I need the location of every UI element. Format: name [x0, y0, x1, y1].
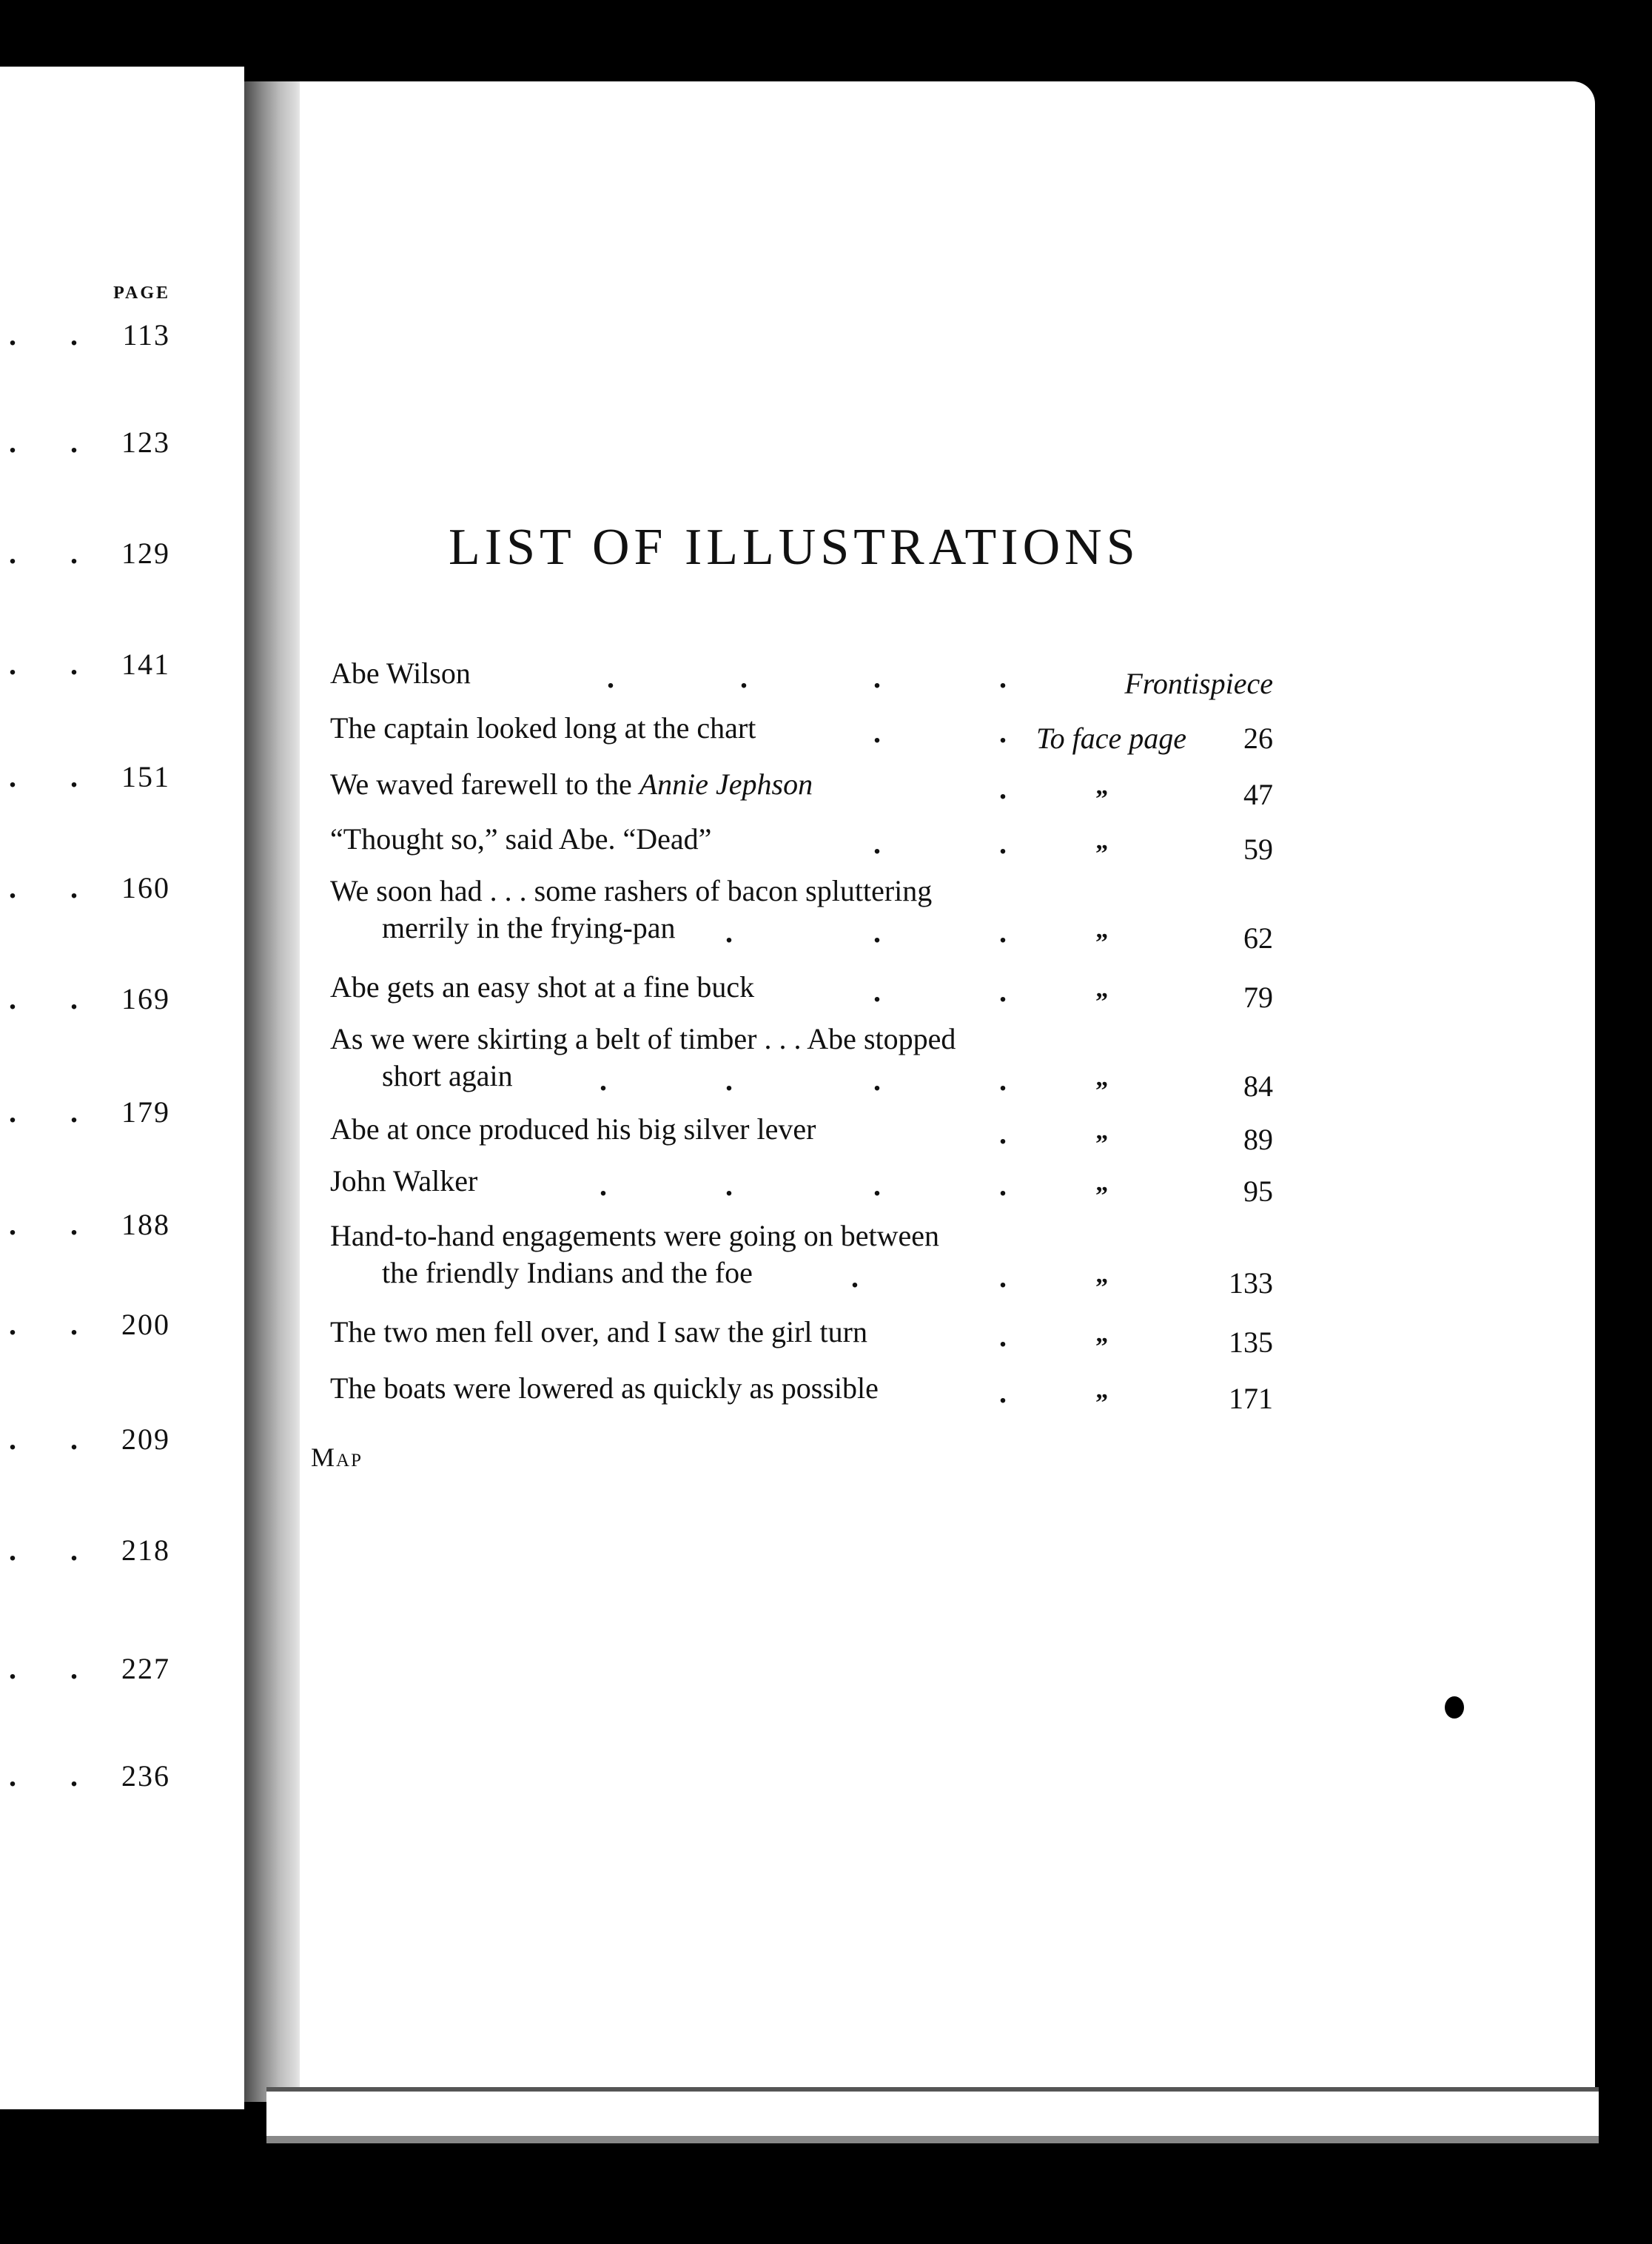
ditto-mark: ” [1095, 1333, 1108, 1360]
caption-text: The captain looked long at the chart [330, 711, 756, 745]
illustration-caption [330, 1021, 956, 1057]
illustration-caption [330, 970, 754, 1005]
page-number: 84 [1243, 1069, 1273, 1103]
illustration-caption [330, 822, 711, 857]
leader-dot: . [873, 827, 881, 860]
page-number: 26 [1243, 722, 1273, 755]
illustration-entry [311, 656, 1273, 700]
caption-text: Abe gets an easy shot at a fine buck [330, 970, 755, 1004]
left-page [0, 67, 244, 2109]
page-number: 123 [121, 426, 170, 459]
leader-dot: . [873, 1064, 881, 1097]
caption-text: Hand-to-hand engagements were going on between [330, 1219, 940, 1252]
illustration-caption [330, 1314, 867, 1350]
leader-dot: . [873, 661, 881, 694]
leader-dot: . [851, 1260, 859, 1294]
ditto-mark: ” [1095, 1182, 1108, 1209]
leader-dot: . [999, 1117, 1007, 1150]
leader-dot: . [9, 318, 16, 352]
page-number: 160 [121, 871, 170, 904]
contents-row [0, 981, 170, 1018]
leader-dot: . [9, 1652, 16, 1685]
caption-text: John Walker [330, 1164, 478, 1197]
illustration-caption [330, 1218, 939, 1254]
leader-dot: . [607, 661, 614, 694]
ditto-mark: ” [1095, 840, 1108, 867]
caption-text: The boats were lowered as quickly as possible [330, 1371, 879, 1405]
ditto-mark: ” [1095, 1274, 1108, 1301]
illustration-entry [311, 1163, 1273, 1208]
illustration-entry [311, 1112, 1273, 1156]
leader-dot: . [70, 1759, 78, 1793]
ditto-mark: ” [1095, 1389, 1108, 1417]
leader-dot: . [999, 916, 1007, 949]
leader-dot: . [9, 426, 16, 459]
leader-dot: . [9, 1533, 16, 1567]
leader-dot: . [9, 1208, 16, 1241]
illustration-caption [330, 1112, 816, 1147]
page-number: 133 [1229, 1266, 1273, 1300]
contents-row [0, 424, 170, 461]
page-number: 151 [121, 760, 170, 793]
contents-row [0, 1650, 170, 1687]
page-number: 200 [121, 1308, 170, 1341]
illustration-entry [311, 1218, 1273, 1300]
leader-dot: . [70, 1308, 78, 1341]
ditto-mark: ” [1095, 988, 1108, 1015]
page-number: 47 [1243, 778, 1273, 811]
leader-dot: . [70, 1208, 78, 1241]
page-number: 79 [1243, 981, 1273, 1014]
leader-dot: . [70, 1652, 78, 1685]
page-title: LIST OF ILLUSTRATIONS [449, 519, 1140, 576]
contents-row [0, 1421, 170, 1458]
ditto-mark: ” [1095, 785, 1108, 813]
illustration-caption [330, 873, 932, 909]
illustration-caption [330, 1371, 879, 1406]
leader-dot: . [600, 1064, 607, 1097]
illustration-entry [311, 822, 1273, 866]
leader-dot: . [9, 1095, 16, 1129]
page-column-label: PAGE [113, 283, 170, 303]
leader-dot: . [9, 871, 16, 904]
leader-dot: . [70, 1422, 78, 1456]
leader-dot: . [70, 982, 78, 1015]
contents-row [0, 535, 170, 572]
leader-dot: . [9, 1308, 16, 1341]
leader-dot: . [725, 916, 733, 949]
page-number: 129 [121, 537, 170, 570]
caption-italic-text: Annie Jephson [639, 767, 813, 801]
leader-dot: . [873, 916, 881, 949]
leader-dot: . [999, 1376, 1007, 1409]
leader-dot: . [740, 661, 748, 694]
leader-dot: . [873, 1169, 881, 1202]
book-gutter [244, 81, 303, 2102]
caption-text: We soon had . . . some rashers of bacon spluttering [330, 874, 933, 907]
contents-row [0, 317, 170, 354]
leader-dot: . [9, 982, 16, 1015]
leader-dot: . [70, 871, 78, 904]
illustration-caption [330, 656, 471, 691]
leader-dot: . [725, 1064, 733, 1097]
page-number: 227 [121, 1652, 170, 1685]
contents-row [0, 759, 170, 796]
leader-dot: . [999, 1169, 1007, 1202]
caption-continuation: short again [382, 1059, 513, 1092]
page-number: 89 [1243, 1123, 1273, 1156]
ditto-mark: ” [1095, 1130, 1108, 1158]
contents-row [0, 1532, 170, 1569]
illustration-caption [330, 1163, 477, 1199]
page-number: 135 [1229, 1326, 1273, 1359]
ink-speck [1295, 61, 1306, 68]
illustration-entry [311, 1314, 1273, 1359]
contents-row [0, 870, 170, 907]
ink-speck [1445, 1696, 1464, 1719]
leader-dot: . [999, 1064, 1007, 1097]
ditto-mark: ” [1095, 1077, 1108, 1104]
leader-dot: . [70, 318, 78, 352]
leader-dot: . [70, 760, 78, 793]
contents-row [0, 1094, 170, 1131]
to-face-page-label: To face page [1036, 722, 1186, 755]
contents-row [0, 646, 170, 683]
leader-dot: . [9, 648, 16, 681]
page-number: 59 [1243, 833, 1273, 866]
caption-text: As we were skirting a belt of timber . . . Abe stopped [330, 1022, 956, 1055]
leader-dot: . [873, 975, 881, 1008]
page-number: 179 [121, 1095, 170, 1129]
page-number: 218 [121, 1533, 170, 1567]
leader-dot: . [9, 537, 16, 570]
illustration-entry [311, 711, 1273, 755]
ditto-mark: ” [1095, 929, 1108, 956]
leader-dot: . [999, 661, 1007, 694]
caption-continuation: merrily in the frying-pan [382, 911, 676, 944]
caption-text: Abe at once produced his big silver lever [330, 1112, 816, 1146]
illustration-caption [330, 711, 756, 746]
page-number: 113 [122, 318, 170, 352]
page-number: 95 [1243, 1175, 1273, 1208]
frontispiece-label: Frontispiece [1124, 667, 1273, 700]
contents-row [0, 1758, 170, 1795]
page-number: 188 [121, 1208, 170, 1241]
leader-dot: . [999, 1320, 1007, 1353]
leader-dot: . [873, 716, 881, 749]
caption-text: The two men fell over, and I saw the girl turn [330, 1315, 867, 1348]
caption-continuation: the friendly Indians and the foe [382, 1256, 753, 1289]
illustration-caption [330, 767, 813, 802]
page-number: 169 [121, 982, 170, 1015]
leader-dot: . [70, 426, 78, 459]
leader-dot: . [70, 648, 78, 681]
leader-dot: . [600, 1169, 607, 1202]
illustration-entry [311, 767, 1273, 811]
illustration-entry [311, 970, 1273, 1014]
page-number: 236 [121, 1759, 170, 1793]
leader-dot: . [70, 1533, 78, 1567]
illustration-entry [311, 1021, 1273, 1103]
page-number: 62 [1243, 921, 1273, 955]
ink-speck [668, 61, 678, 67]
caption-text: “Thought so,” said Abe. “Dead” [330, 822, 712, 856]
map-entry: Map [311, 1442, 363, 1472]
leader-dot: . [70, 537, 78, 570]
leader-dot: . [70, 1095, 78, 1129]
leader-dot: . [999, 1260, 1007, 1294]
leader-dot: . [725, 1169, 733, 1202]
contents-row [0, 1206, 170, 1243]
page-bottom-edge [266, 2087, 1599, 2143]
leader-dot: . [999, 975, 1007, 1008]
leader-dot: . [999, 772, 1007, 805]
page-number: 141 [121, 648, 170, 681]
leader-dot: . [999, 827, 1007, 860]
page-number: 209 [121, 1422, 170, 1456]
leader-dot: . [9, 1759, 16, 1793]
leader-dot: . [9, 1422, 16, 1456]
illustration-entry [311, 1371, 1273, 1415]
illustration-entry [311, 873, 1273, 955]
contents-row [0, 1306, 170, 1343]
caption-text: We waved farewell to the [330, 767, 632, 801]
leader-dot: . [999, 716, 1007, 749]
page-number: 171 [1229, 1382, 1273, 1415]
caption-text: Abe Wilson [330, 656, 471, 690]
leader-dot: . [9, 760, 16, 793]
